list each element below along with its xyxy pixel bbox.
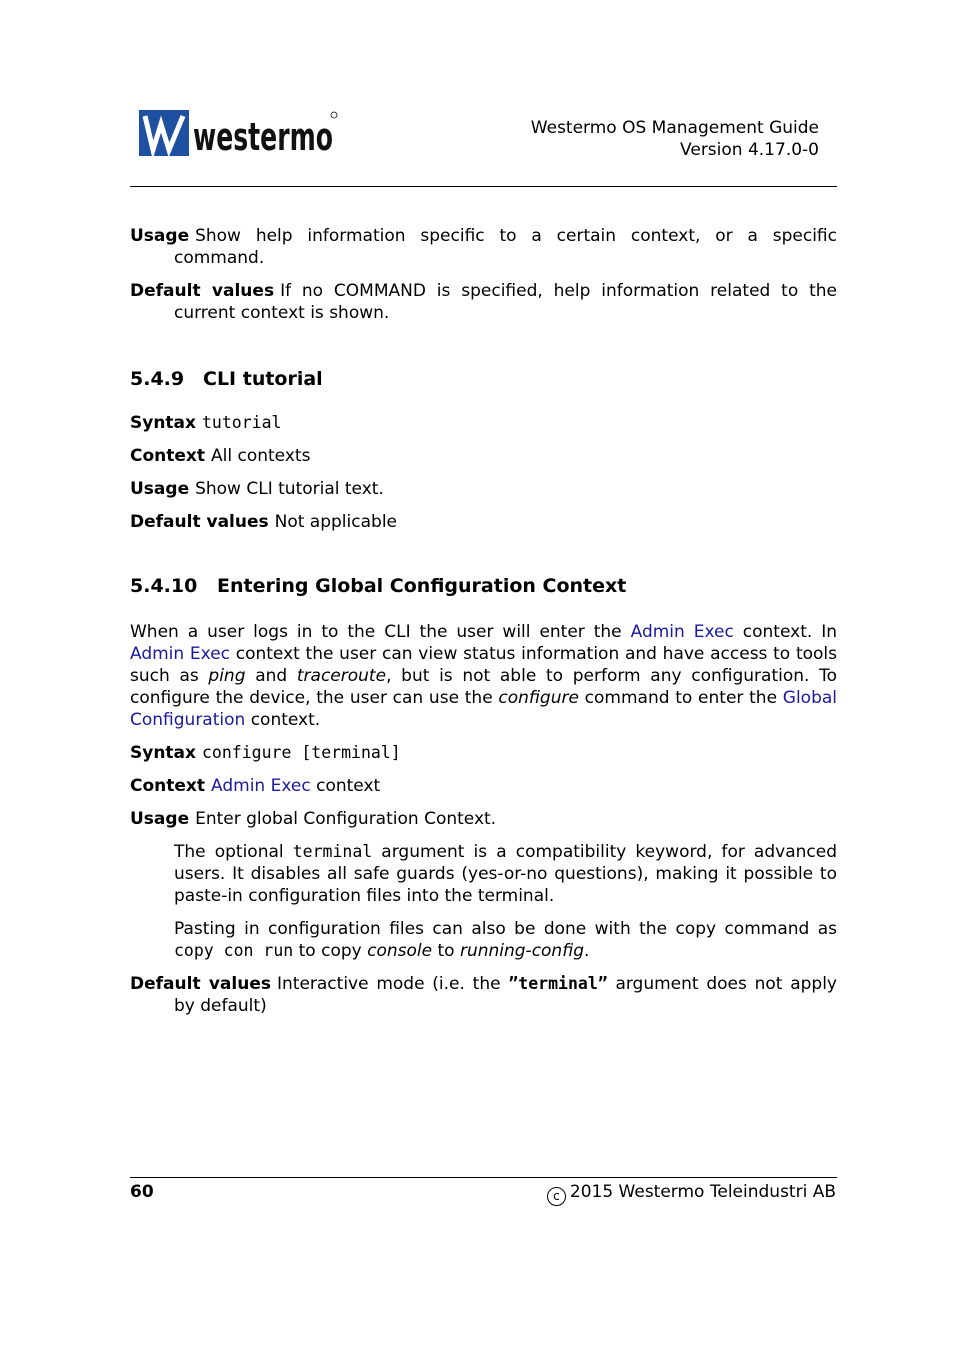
tutorial-usage	[130, 478, 837, 500]
paragraph-text: to	[432, 941, 460, 961]
paragraph-text: .	[583, 941, 590, 961]
tutorial-default	[130, 511, 837, 533]
global-usage	[130, 808, 837, 830]
copyright-icon: c	[547, 1187, 566, 1206]
usage-text: Show help information specific to a certain context, or a specific command.	[174, 226, 837, 268]
intro-text: context. In	[733, 622, 838, 642]
intro-paragraph	[130, 621, 837, 731]
paragraph-text: The optional	[174, 842, 293, 862]
admin-exec-link[interactable]: Admin Exec	[130, 644, 230, 664]
intro-text: context the user can view status information and have access to tools such as	[130, 644, 837, 686]
section-title: Entering Global Configuration Context	[217, 575, 627, 597]
guide-title: Westermo OS Management Guide	[530, 118, 819, 138]
intro-text: When a user logs in to the CLI the user will enter the	[130, 622, 631, 642]
usage-label: Usage	[130, 226, 190, 246]
tutorial-syntax	[130, 412, 837, 434]
default-label: Default values	[130, 974, 271, 994]
section-number: 5.4.10	[130, 575, 198, 597]
console-term: console	[367, 941, 433, 961]
global-default	[130, 973, 837, 1017]
default-label: Default values	[130, 281, 275, 301]
copyright-text: 2015 Westermo Teleindustri AB	[569, 1182, 836, 1202]
configure-term: configure	[498, 688, 579, 708]
section-number: 5.4.9	[130, 368, 185, 390]
copy-command: copy con run	[174, 941, 294, 960]
context-suffix: context	[310, 776, 381, 796]
default-value: Not applicable	[274, 512, 397, 532]
page-number: 60	[130, 1182, 154, 1202]
header-divider	[130, 186, 837, 187]
paragraph-text: to copy	[293, 941, 368, 961]
context-value: All contexts	[211, 446, 311, 466]
header-meta	[531, 117, 819, 161]
section-heading-global-config	[130, 573, 837, 599]
terminal-keyword: terminal	[292, 842, 373, 861]
syntax-label: Syntax	[130, 743, 196, 763]
guide-version: Version 4.17.0-0	[680, 140, 819, 160]
traceroute-term: traceroute	[296, 666, 387, 686]
default-text: argument does not apply by default)	[174, 974, 837, 1016]
default-text: If no COMMAND is specified, help information related to the current context is shown.	[174, 281, 837, 323]
section-heading-tutorial	[130, 366, 837, 392]
usage-value: Enter global Configuration Context.	[195, 809, 497, 829]
syntax-label: Syntax	[130, 413, 196, 433]
global-context	[130, 775, 837, 797]
syntax-value: configure [terminal]	[202, 743, 401, 762]
usage-value: Show CLI tutorial text.	[195, 479, 384, 499]
context-label: Context	[130, 776, 206, 796]
footer-divider	[130, 1177, 837, 1178]
running-config-term: running-config	[459, 941, 584, 961]
default-label: Default values	[130, 512, 269, 532]
logo-wordmark: westermo	[193, 115, 333, 159]
global-syntax	[130, 742, 837, 764]
paragraph-text: Pasting in configuration files can also be done with the copy command as	[174, 919, 837, 939]
usage-details	[130, 841, 837, 962]
default-text: Interactive mode (i.e. the	[276, 974, 509, 994]
usage-label: Usage	[130, 809, 190, 829]
terminal-quoted: ”terminal”	[508, 974, 608, 993]
usage-paragraph-terminal	[174, 841, 837, 907]
page-content	[130, 225, 837, 1017]
copyright-notice	[547, 1182, 836, 1206]
intro-text: , but is not able to perform any configuration. To configure the device, the user can use the	[130, 666, 837, 708]
usage-label: Usage	[130, 479, 190, 499]
paragraph-text: argument is a compatibility keyword, for advanced users. It disables all safe guards (yes-or-no questions), making it possible to paste-in configuration files into the terminal.	[174, 842, 837, 906]
ping-term: ping	[208, 666, 246, 686]
intro-text: and	[245, 666, 297, 686]
usage-paragraph-paste	[174, 918, 837, 962]
help-default	[130, 280, 837, 324]
tutorial-context	[130, 445, 837, 467]
syntax-value: tutorial	[202, 413, 282, 432]
section-title: CLI tutorial	[203, 368, 323, 390]
westermo-logo	[139, 110, 339, 158]
context-label: Context	[130, 446, 206, 466]
admin-exec-link[interactable]: Admin Exec	[630, 622, 734, 642]
global-configuration-link[interactable]: Global Configuration	[130, 688, 838, 730]
admin-exec-link[interactable]: Admin Exec	[211, 776, 311, 796]
help-usage	[130, 225, 837, 269]
intro-text: context.	[245, 710, 321, 730]
intro-text: command to enter the	[578, 688, 783, 708]
